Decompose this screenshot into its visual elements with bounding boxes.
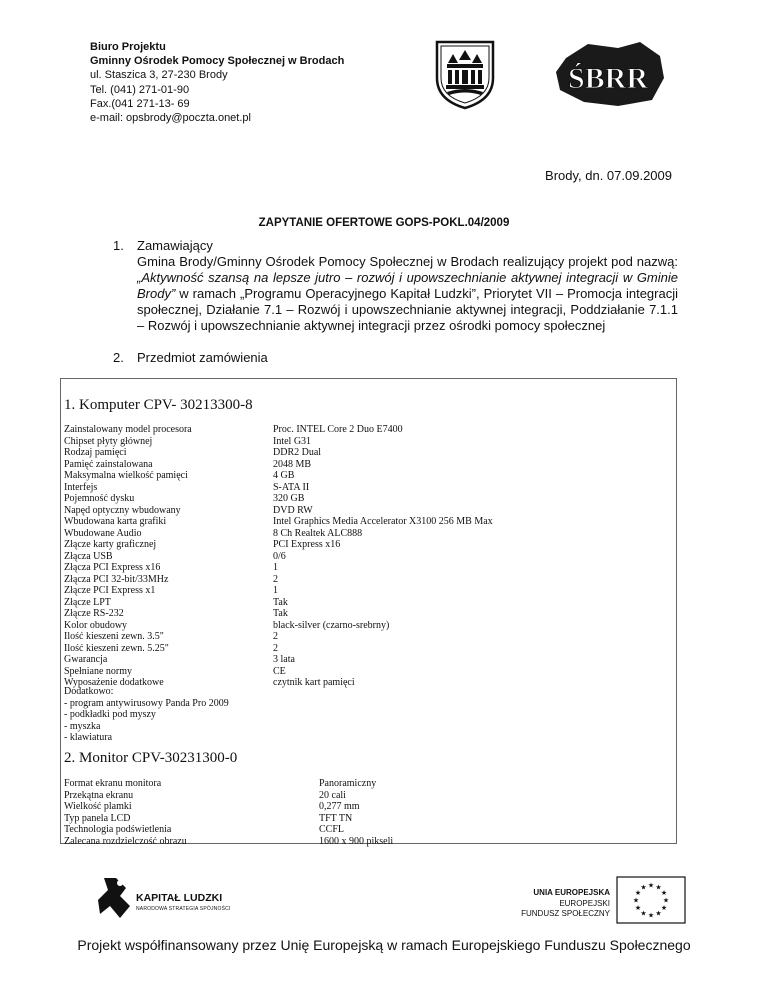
spec-value: 0/6	[273, 550, 286, 562]
spec-value: 4 GB	[273, 470, 295, 481]
spec-value: CE	[273, 665, 286, 677]
spec-label: Wbudowana karta grafiki	[64, 516, 167, 527]
spec-value: 320 GB	[273, 493, 305, 504]
eu-line1: UNIA EUROPEJSKA	[533, 888, 610, 897]
spec-label: Złącze karty graficznej	[64, 539, 157, 550]
spec-value: S-ATA II	[273, 481, 310, 493]
spec-label: Maksymalna wielkość pamięci	[64, 470, 188, 481]
spec-value: TFT TN	[319, 812, 353, 824]
spec-value: CCFL	[319, 824, 345, 835]
section2-title: Przedmiot zamówienia	[137, 350, 268, 365]
document-title: ZAPYTANIE OFERTOWE GOPS-POKL.04/2009	[258, 217, 510, 229]
extra-item: - klawiatura	[64, 732, 113, 743]
spec-value: 2	[273, 631, 278, 642]
spec-label: Złącze LPT	[64, 596, 111, 608]
spec-value: 1600 x 900 pikseli	[319, 835, 394, 847]
email: e-mail: opsbrody@poczta.onet.pl	[90, 112, 251, 125]
spec-label: Zainstalowany model procesora	[64, 424, 192, 435]
eu-star-icon: ★	[655, 910, 662, 918]
spec-label: Interfejs	[64, 481, 98, 493]
phone: Tel. (041) 271-01-90	[90, 83, 190, 96]
eu-star-icon: ★	[660, 905, 668, 912]
spec-value: 8 Ch Realtek ALC888	[273, 527, 363, 539]
eu-star-icon: ★	[662, 897, 670, 905]
office-header	[90, 40, 344, 125]
spec-value: Proc. INTEL Core 2 Duo E7400	[273, 424, 403, 435]
spec-value: Panoramiczny	[319, 778, 377, 789]
spec-label: Złącze RS-232	[64, 608, 124, 619]
eu-line2: EUROPEJSKI	[559, 899, 610, 908]
spec-value: 2	[273, 573, 278, 585]
spec-label: Technologia podświetlenia	[64, 824, 172, 835]
extra-item: Dodatkowo:	[64, 686, 114, 697]
spec-label: Złącze PCI Express x1	[64, 585, 156, 596]
eu-star-icon: ★	[647, 912, 655, 920]
section1-text-a: Gmina Brody/Gminny Ośrodek Pomocy Społecznej w Brodach realizujący projekt pod nazwą:	[137, 254, 678, 269]
spec-value: Intel Graphics Media Accelerator X3100 256 MB Max	[273, 516, 493, 527]
spec-value: Tak	[273, 596, 288, 608]
spec-label: Zalecana rozdzielczość obrazu	[64, 835, 187, 847]
spec-value: czytnik kart pamięci	[273, 677, 355, 688]
kapital-ludzki-logo	[96, 876, 246, 920]
eu-star-icon: ★	[640, 910, 647, 918]
section1-number: 1.	[113, 238, 124, 253]
spec-value: DVD RW	[273, 504, 313, 516]
spec-label: Typ panela LCD	[64, 812, 131, 824]
eu-star-icon: ★	[655, 884, 662, 892]
sbrr-logo-text: ŚBRR	[567, 62, 649, 95]
project-name: „Aktywność szansą na lepsze jutro – rozwój i upowszechnianie aktywnej integracji w Gminie Brody”	[137, 270, 678, 301]
section1-heading	[113, 238, 213, 254]
section2-number: 2.	[113, 350, 124, 365]
eu-star-icon: ★	[640, 884, 647, 892]
computer-extras	[64, 686, 229, 744]
spec-value: 1	[273, 562, 278, 573]
spec-value: 1	[273, 585, 278, 596]
sbrr-logo	[548, 38, 670, 110]
spec-label: Ilość kieszeni zewn. 5.25"	[64, 642, 169, 654]
spec-label: Chipset płyty głównej	[64, 435, 153, 447]
eu-logo	[496, 876, 686, 926]
spec-label: Pamięć zainstalowana	[64, 458, 153, 470]
eu-star-icon: ★	[647, 882, 655, 890]
spec-label: Wielkość plamki	[64, 801, 132, 812]
spec-label: Złącza PCI 32-bit/33MHz	[64, 573, 169, 585]
section1-title: Zamawiający	[137, 238, 213, 253]
spec-value: PCI Express x16	[273, 539, 341, 550]
spec-label: Przekątna ekranu	[64, 789, 134, 801]
eu-star-icon: ★	[660, 890, 668, 897]
section1-text-b: w ramach „Programu Operacyjnego Kapitał Ludzki”, Priorytet VII – Promocja integracji społecznej, Działanie 7.1 – Rozwój i upowszechnianie aktywnej integracji, Poddziałanie 7.1.1 – Rozwój i upowszechnianie aktywnej integracji przez ośrodki pomocy społecznej	[137, 286, 678, 333]
monitor-heading: 2. Monitor CPV-30231300-0	[64, 750, 238, 766]
eu-star-icon: ★	[634, 890, 642, 897]
section2-heading	[113, 350, 268, 366]
spec-label: Napęd optyczny wbudowany	[64, 504, 181, 516]
spec-value: black-silver (czarno-srebrny)	[273, 619, 390, 631]
spec-label: Kolor obudowy	[64, 619, 128, 631]
spec-label: Złącza PCI Express x16	[64, 562, 161, 573]
spec-value: 3 lata	[273, 654, 295, 665]
org-line1: Biuro Projektu	[90, 41, 166, 53]
address: ul. Staszica 3, 27-230 Brody	[90, 69, 228, 82]
monitor-spec-labels	[64, 778, 187, 847]
org-line2: Gminny Ośrodek Pomocy Społecznej w Brodach	[90, 55, 345, 68]
spec-value: 2	[273, 642, 278, 654]
spec-value: 20 cali	[319, 789, 346, 801]
computer-spec-values	[273, 424, 493, 689]
extra-item: - program antywirusowy Panda Pro 2009	[64, 697, 229, 709]
spec-label: Format ekranu monitora	[64, 778, 162, 789]
fax: Fax.(041 271-13- 69	[90, 97, 190, 110]
cofinancing-footer: Projekt współfinansowany przez Unię Europejską w ramach Europejskiego Funduszu Społecznego	[77, 937, 691, 953]
kl-title: KAPITAŁ LUDZKI	[136, 892, 223, 904]
spec-value: DDR2 Dual	[273, 447, 322, 458]
spec-label: Ilość kieszeni zewn. 3.5"	[64, 631, 164, 642]
eu-star-icon: ★	[632, 897, 640, 905]
extra-item: - myszka	[64, 720, 101, 732]
spec-label: Rodzaj pamięci	[64, 447, 127, 458]
computer-heading: 1. Komputer CPV- 30213300-8	[64, 397, 253, 413]
computer-spec-labels	[64, 424, 192, 689]
spec-label: Gwarancja	[64, 654, 108, 665]
spec-value: 0,277 mm	[319, 801, 360, 812]
kl-figure-icon	[96, 876, 132, 920]
spec-label: Pojemność dysku	[64, 493, 135, 504]
spec-value: Tak	[273, 608, 288, 619]
monitor-spec-values	[319, 778, 393, 847]
spec-value: Intel G31	[273, 435, 312, 447]
spec-label: Złącza USB	[64, 550, 113, 562]
eu-star-icon: ★	[634, 905, 642, 912]
eu-flag-icon	[616, 876, 686, 924]
eu-line3: FUNDUSZ SPOŁECZNY	[521, 909, 610, 918]
kl-subtitle: NARODOWA STRATEGIA SPÓJNOŚCI	[136, 906, 231, 912]
spec-value: 2048 MB	[273, 458, 312, 470]
brody-crest-logo	[433, 38, 497, 110]
extra-item: - podkładki pod myszy	[64, 709, 156, 720]
section1-body	[137, 254, 678, 334]
spec-label: Spełniane normy	[64, 665, 133, 677]
document-date: Brody, dn. 07.09.2009	[545, 168, 672, 183]
spec-label: Wyposażenie dodatkowe	[64, 677, 164, 688]
spec-label: Wbudowane Audio	[64, 527, 142, 539]
